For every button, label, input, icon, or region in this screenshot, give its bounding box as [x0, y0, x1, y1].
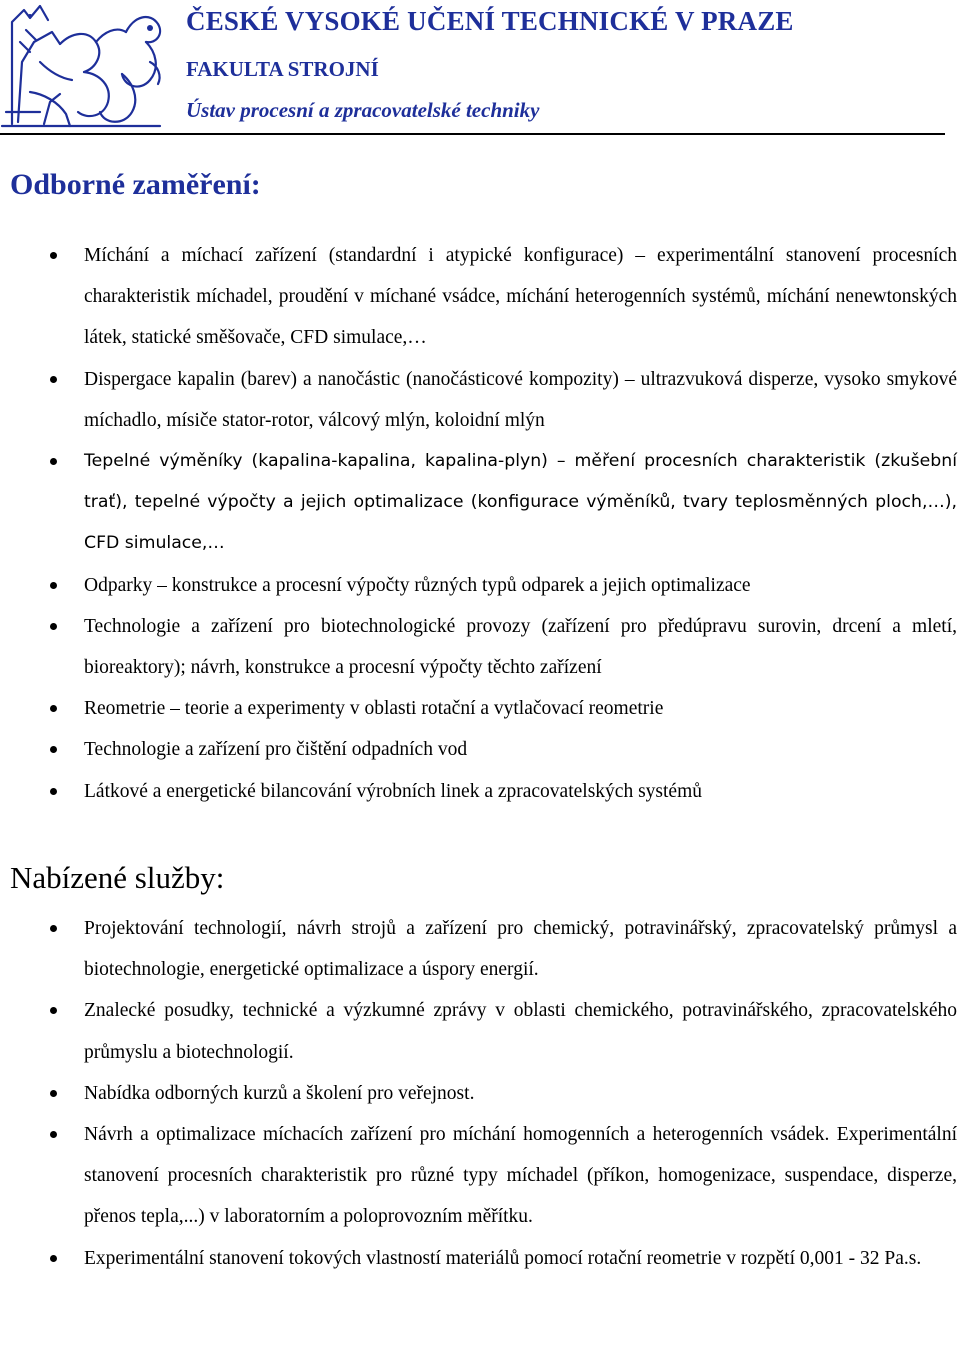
services-heading: Nabízené služby:	[10, 860, 225, 895]
list-item: Tepelné výměníky (kapalina-kapalina, kapalina-plyn) – měření procesních charakteristik (zkušební trať), tepelné výpočty a jejich optimalizace (konfigurace výměníků, tvary teplosměnných ploch,…), CFD simulace,…	[0, 441, 960, 565]
list-item: Nabídka odborných kurzů a školení pro veřejnost.	[0, 1073, 960, 1114]
list-item: Dispergace kapalin (barev) a nanočástic (nanočásticové kompozity) – ultrazvuková disperze, vysoko smykové míchadlo, mísiče stator-rotor, válcový mlýn, koloidní mlýn	[0, 359, 960, 441]
bullet-icon	[50, 582, 57, 589]
list-item: Projektování technologií, návrh strojů a zařízení pro chemický, potravinářský, zpracovatelský průmysl a biotechnologie, energetické optimalizace a úspory energií.	[0, 908, 960, 990]
czech-lion-logo-icon	[0, 2, 168, 132]
services-list	[0, 908, 960, 1279]
bullet-icon	[50, 1255, 57, 1262]
list-item: Návrh a optimalizace míchacích zařízení pro míchání homogenních a heterogenních vsádek. Experimentální stanovení procesních charakteristik pro různé typy míchadel (příkon, homogenizace, suspendace, disperze, přenos tepla,...) v laboratorním a poloprovozním měřítku.	[0, 1114, 960, 1238]
bullet-icon	[50, 746, 57, 753]
bullet-icon	[50, 1007, 57, 1014]
list-item: Experimentální stanovení tokových vlastností materiálů pomocí rotační reometrie v rozpětí 0,001 - 32 Pa.s.	[0, 1238, 960, 1279]
list-item: Technologie a zařízení pro biotechnologické provozy (zařízení pro předúpravu surovin, drcení a mletí, bioreaktory); návrh, konstrukce a procesní výpočty těchto zařízení	[0, 606, 960, 688]
list-item: Reometrie – teorie a experimenty v oblasti rotační a vytlačovací reometrie	[0, 688, 960, 729]
bullet-icon	[50, 623, 57, 630]
focus-list	[0, 235, 960, 812]
document-header	[0, 0, 960, 140]
bullet-icon	[50, 788, 57, 795]
list-item: Odparky – konstrukce a procesní výpočty různých typů odparek a jejich optimalizace	[0, 565, 960, 606]
bullet-icon	[50, 705, 57, 712]
header-divider	[0, 133, 945, 135]
bullet-icon	[50, 376, 57, 383]
focus-heading: Odborné zaměření:	[10, 168, 261, 201]
bullet-icon	[50, 925, 57, 932]
institute-name: Ústav procesní a zpracovatelské techniky	[186, 98, 540, 122]
list-item: Technologie a zařízení pro čištění odpadních vod	[0, 729, 960, 770]
list-item: Míchání a míchací zařízení (standardní i atypické konfigurace) – experimentální stanovení procesních charakteristik míchadel, proudění v míchané vsádce, míchání heterogenních systémů, míchání nenewtonských látek, statické směšovače, CFD simulace,…	[0, 235, 960, 359]
faculty-name: FAKULTA STROJNÍ	[186, 57, 379, 81]
bullet-icon	[50, 252, 57, 259]
bullet-icon	[50, 1090, 57, 1097]
list-item: Znalecké posudky, technické a výzkumné zprávy v oblasti chemického, potravinářského, zpracovatelského průmyslu a biotechnologií.	[0, 990, 960, 1072]
list-item: Látkové a energetické bilancování výrobních linek a zpracovatelských systémů	[0, 771, 960, 812]
bullet-icon	[50, 1131, 57, 1138]
bullet-icon	[50, 458, 57, 465]
university-name: ČESKÉ VYSOKÉ UČENÍ TECHNICKÉ V PRAZE	[186, 6, 794, 36]
